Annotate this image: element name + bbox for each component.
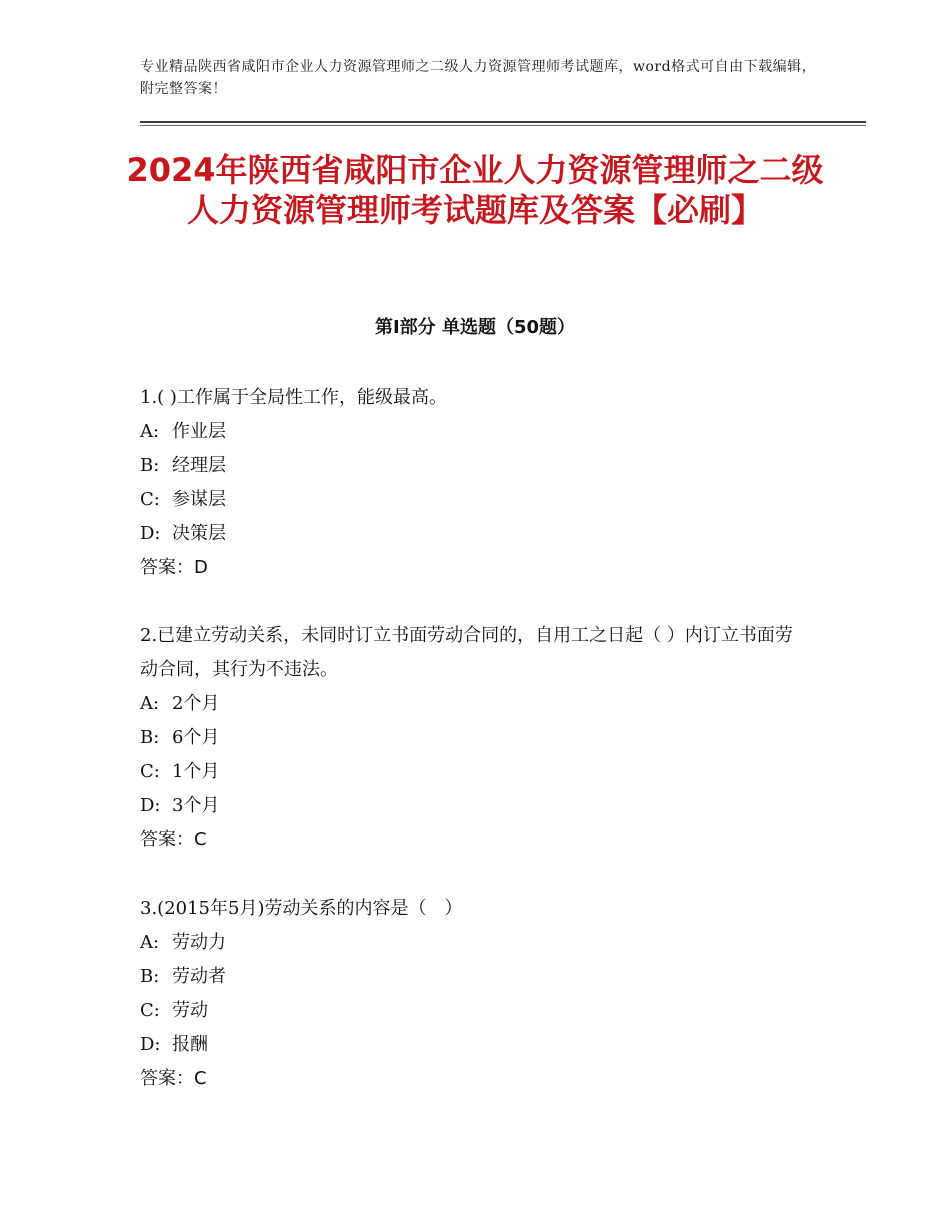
option-label: A: [140, 693, 160, 714]
answer-line: 答案：C [140, 829, 207, 850]
option-label: D: [140, 795, 161, 816]
option-a [140, 926, 800, 960]
option-b [140, 449, 800, 483]
option-text: 报酬 [172, 1034, 208, 1055]
option-d [140, 517, 800, 551]
header-note: 专业精品陕西省咸阳市企业人力资源管理师之二级人力资源管理师考试题库，word格式可自由下载编辑，附完整答案！ [140, 59, 817, 97]
option-label: C: [140, 1000, 160, 1021]
header-divider-thick [140, 121, 866, 123]
option-label: A: [140, 932, 160, 953]
question-1 [140, 381, 800, 585]
option-b [140, 721, 800, 755]
answer-line: 答案：D [140, 557, 208, 578]
option-label: D: [140, 1034, 161, 1055]
option-label: C: [140, 489, 160, 510]
header-divider-thin [140, 125, 866, 126]
question-2 [140, 619, 800, 857]
option-label: B: [140, 455, 160, 476]
option-text: 1个月 [172, 761, 220, 782]
option-a [140, 415, 800, 449]
option-text: 参谋层 [172, 489, 226, 510]
option-text: 经理层 [172, 455, 226, 476]
option-label: B: [140, 966, 160, 987]
document-title: 2024年陕西省咸阳市企业人力资源管理师之二级人力资源管理师考试题库及答案【必刷】 [126, 151, 824, 229]
question-3 [140, 892, 800, 1096]
option-text: 作业层 [172, 421, 226, 442]
option-text: 决策层 [172, 523, 226, 544]
option-c [140, 994, 800, 1028]
option-text: 6个月 [172, 727, 220, 748]
option-c [140, 755, 800, 789]
section-title: 第Ⅰ部分 单选题（50题） [374, 317, 575, 338]
option-a [140, 687, 800, 721]
option-label: C: [140, 761, 160, 782]
option-text: 2个月 [172, 693, 220, 714]
option-d [140, 1028, 800, 1062]
option-label: B: [140, 727, 160, 748]
option-text: 劳动者 [172, 966, 226, 987]
option-text: 3个月 [172, 795, 220, 816]
option-text: 劳动力 [172, 932, 226, 953]
question-stem: 2.已建立劳动关系，未同时订立书面劳动合同的，自用工之日起（ ）内订立书面劳动合同，其行为不违法。 [140, 625, 793, 680]
option-label: A: [140, 421, 160, 442]
answer-line: 答案：C [140, 1068, 207, 1089]
option-c [140, 483, 800, 517]
option-b [140, 960, 800, 994]
option-label: D: [140, 523, 161, 544]
question-stem: 3.(2015年5月)劳动关系的内容是（ ） [140, 898, 463, 919]
option-text: 劳动 [172, 1000, 208, 1021]
question-stem: 1.( )工作属于全局性工作，能级最高。 [140, 387, 447, 408]
option-d [140, 789, 800, 823]
